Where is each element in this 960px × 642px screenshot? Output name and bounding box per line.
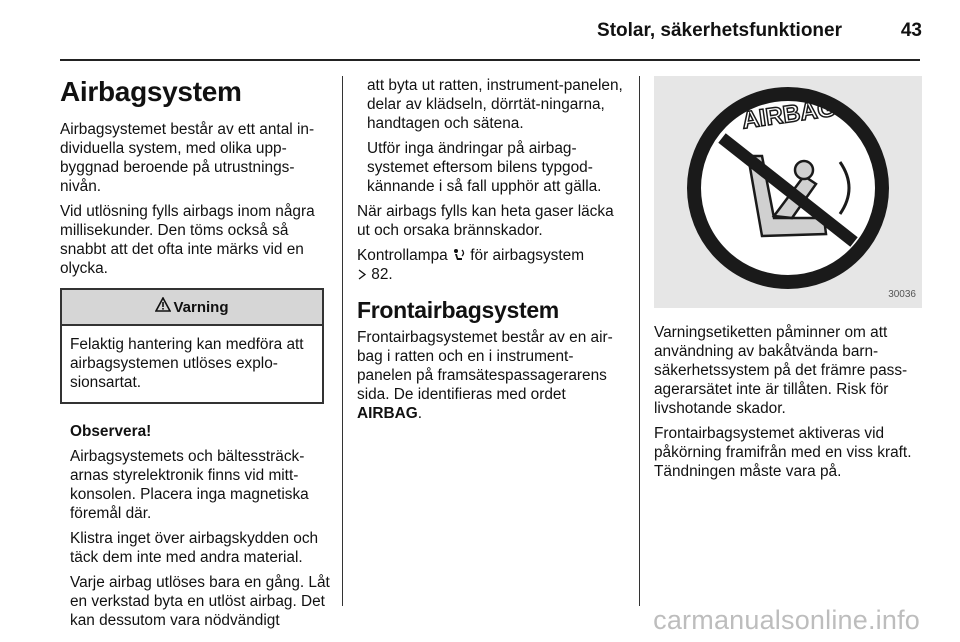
column-1: [60, 76, 330, 636]
paragraph: [357, 246, 627, 284]
airbag-lamp-icon: [452, 247, 470, 264]
page-ref-arrow-icon: [357, 266, 371, 283]
paragraph: Varningsetiketten påminner om att användning av bakåtvända barn-säkerhetssystem på det främre pass-agerarsätet inte är tillåten. Risk för livshotande skador.: [654, 324, 908, 417]
column-divider: [342, 76, 343, 606]
warning-header: [62, 290, 322, 326]
warning-triangle-icon: [155, 297, 171, 317]
paragraph-text: Frontairbagsystemet består av en air-bag i ratten och en i instrument-panelen på framsätespassagerarens sida. De identifieras med ordet: [357, 329, 613, 403]
paragraph: Vid utlösning fylls airbags inom några millisekunder. Den töms också så snabbt att det ofta inte märks vid en olycka.: [60, 203, 315, 277]
paragraph: Airbagsystemets och bältessträck-arnas styrelektronik finns vid mitt-konsolen. Placera inga magnetiska föremål där.: [70, 448, 309, 522]
no-rear-facing-seat-icon: [654, 76, 922, 308]
paragraph: att byta ut ratten, instrument-panelen, delar av klädseln, dörrtät-ningarna, handtagen och sätena.: [367, 77, 623, 132]
column-3: [654, 62, 924, 487]
section-heading: Frontairbagsystem: [357, 297, 559, 323]
paragraph: När airbags fylls kan heta gaser läcka ut och orsaka brännskador.: [357, 203, 614, 239]
lamp-suffix: för airbagsystem: [470, 247, 585, 264]
page-header: [0, 0, 960, 60]
warning-body: Felaktig hantering kan medföra att airbagsystemen utlöses explo-sionsartat.: [70, 336, 304, 391]
paragraph-end: .: [417, 405, 422, 422]
header-rule: [60, 59, 920, 61]
image-number: 30036: [888, 289, 916, 300]
note-title: Observera!: [70, 423, 152, 440]
airbag-label-text: AIRBAG: [740, 94, 838, 135]
airbag-keyword: AIRBAG: [357, 405, 418, 422]
column-divider: [639, 76, 640, 606]
page-number: 43: [900, 20, 922, 41]
column-2: [357, 76, 627, 429]
watermark: carmanualsonline.info: [653, 605, 920, 635]
section-heading: Airbagsystem: [60, 76, 242, 107]
lamp-text: Kontrollampa: [357, 247, 448, 264]
page-header-title: Stolar, säkerhetsfunktioner: [597, 20, 842, 41]
airbag-warning-label-image: [654, 76, 922, 308]
paragraph: Utför inga ändringar på airbag-systemet eftersom bilens typgod-kännande i så fall upphör att gälla.: [367, 140, 602, 195]
paragraph: [357, 328, 627, 423]
page-ref[interactable]: 82.: [371, 266, 393, 283]
paragraph: Airbagsystemet består av ett antal in-dividuella system, med olika upp-byggnad beroende på utrustnings-nivån.: [60, 121, 315, 195]
warning-box: [60, 288, 324, 404]
warning-title: Varning: [173, 298, 229, 316]
paragraph: Frontairbagsystemet aktiveras vid påkörning framifrån med en viss kraft. Tändningen måste vara på.: [654, 425, 912, 480]
paragraph: Klistra inget över airbagskydden och täck dem inte med andra material.: [70, 530, 319, 566]
paragraph: Varje airbag utlöses bara en gång. Låt en verkstad byta en utlöst airbag. Det kan dessutom vara nödvändigt: [70, 574, 330, 629]
